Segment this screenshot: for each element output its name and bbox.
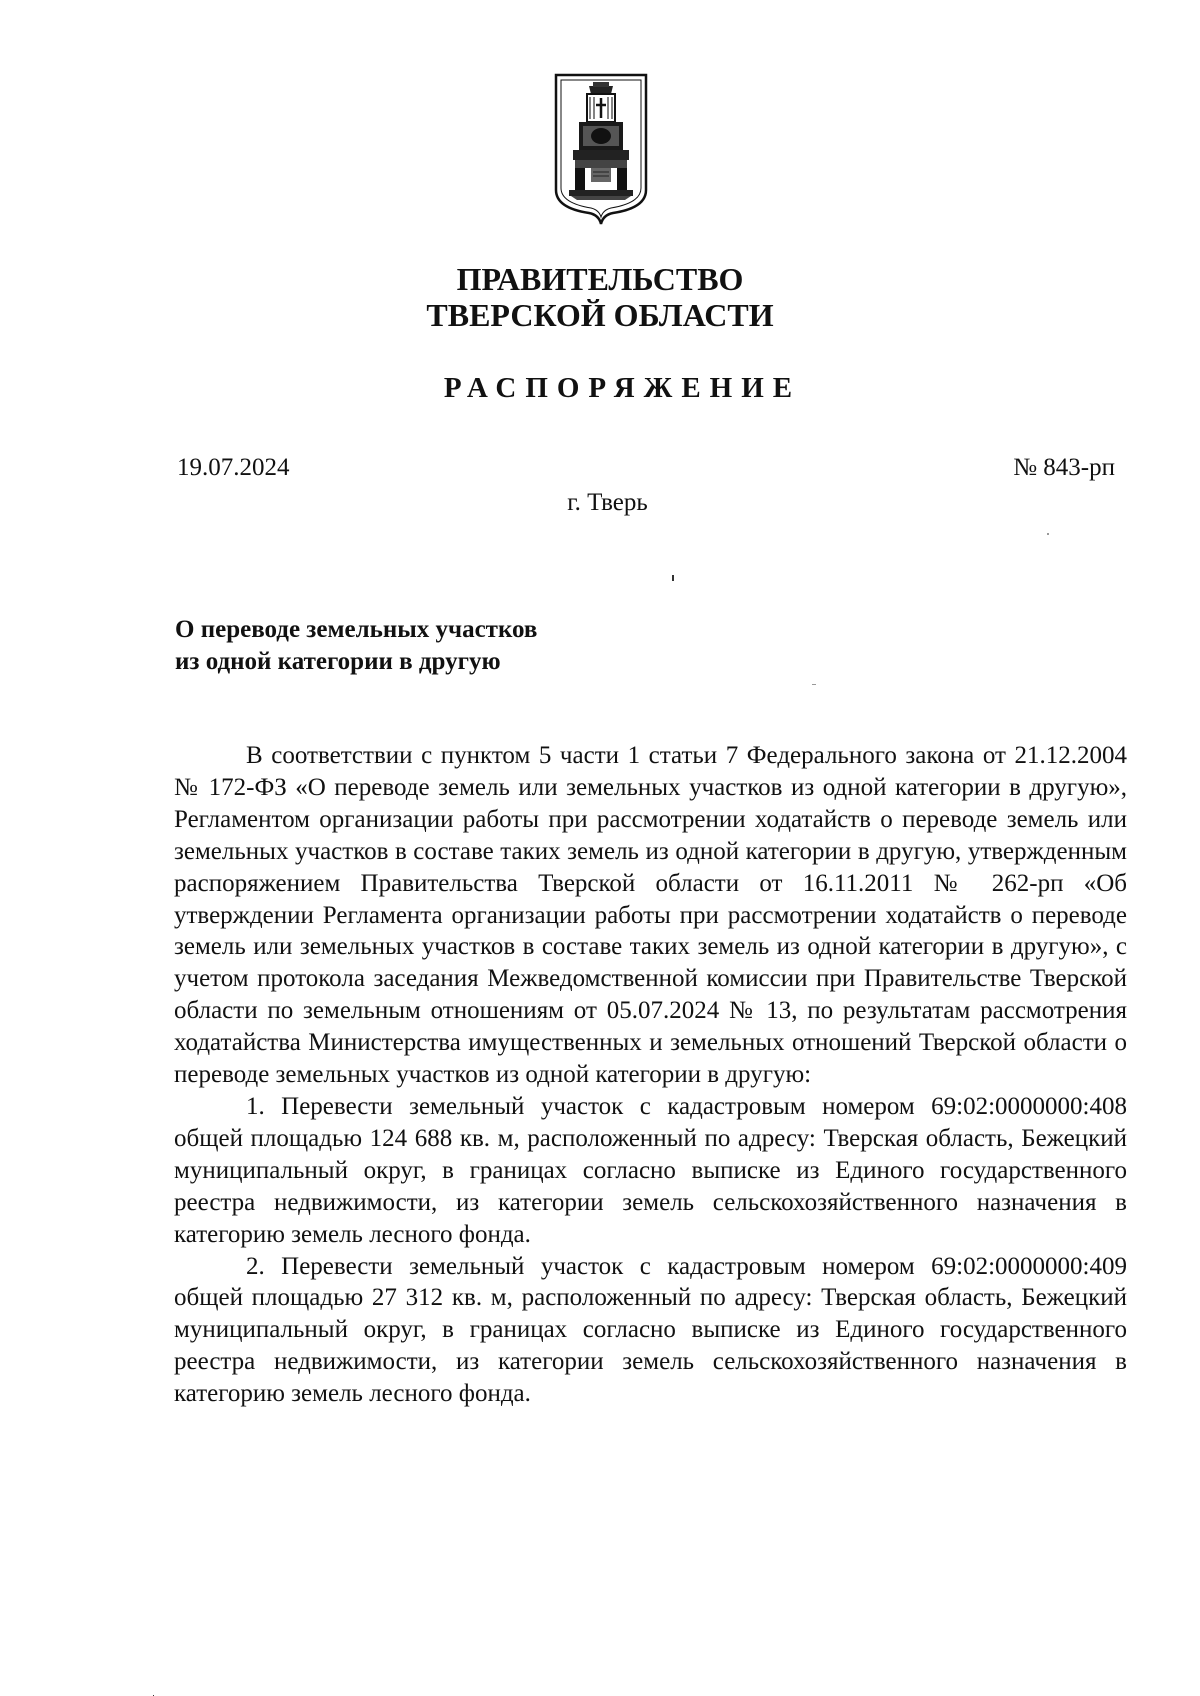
document-type: РАСПОРЯЖЕНИЕ [443, 372, 802, 404]
scan-speck [812, 684, 816, 685]
scan-speck [672, 575, 674, 581]
scan-speck [1047, 533, 1049, 535]
item-1-paragraph: 1. Перевести земельный участок с кадастровым номером 69:02:0000000:408 общей площадью 124 688 кв. м, расположенный по адресу: Тверская область, Бежецкий муниципальный округ, в границах согласно выписке из Единого государственного реестра недвижимости, из категории земель сельскохозяйственного назначения в категорию земель лесного фонда. [174, 1092, 1127, 1248]
organization-title-line1: ПРАВИТЕЛЬСТВО [456, 261, 744, 297]
document-body [174, 740, 1127, 1410]
coat-of-arms-icon [553, 72, 649, 225]
document-number: № 843-рп [1013, 454, 1115, 481]
document-date: 19.07.2024 [177, 454, 290, 481]
subject-line1: О переводе земельных участков [175, 616, 538, 643]
document-subject [175, 614, 537, 678]
document-city: г. Тверь [567, 489, 648, 516]
preamble-paragraph: В соответствии с пунктом 5 части 1 статьи 7 Федерального закона от 21.12.2004 № 172-ФЗ «О переводе земель или земельных участков из одной категории в другую», Регламентом организации работы при рассмотрении ходатайств о переводе земель или земельных участков в составе таких земель из одной категории в другую, утвержденным распоряжением Правительства Тверской области от 16.11.2011 № 262-рп «Об утверждении Регламента организации работы при рассмотрении ходатайств о переводе земель или земельных участков в составе таких земель из одной категории в другую», с учетом протокола заседания Межведомственной комиссии при Правительстве Тверской области по земельным отношениям от 05.07.2024 № 13, по результатам рассмотрения ходатайства Министерства имущественных и земельных отношений Тверской области о переводе земельных участков из одной категории в другую: [174, 742, 1127, 1089]
item-2-paragraph: 2. Перевести земельный участок с кадастровым номером 69:02:0000000:409 общей площадью 27 312 кв. м, расположенный по адресу: Тверская область, Бежецкий муниципальный округ, в границах согласно выписке из Единого государственного реестра недвижимости, из категории земель сельскохозяйственного назначения в категорию земель лесного фонда. [174, 1252, 1127, 1408]
organization-title-line2: ТВЕРСКОЙ ОБЛАСТИ [426, 297, 774, 333]
subject-line2: из одной категории в другую [175, 648, 501, 675]
